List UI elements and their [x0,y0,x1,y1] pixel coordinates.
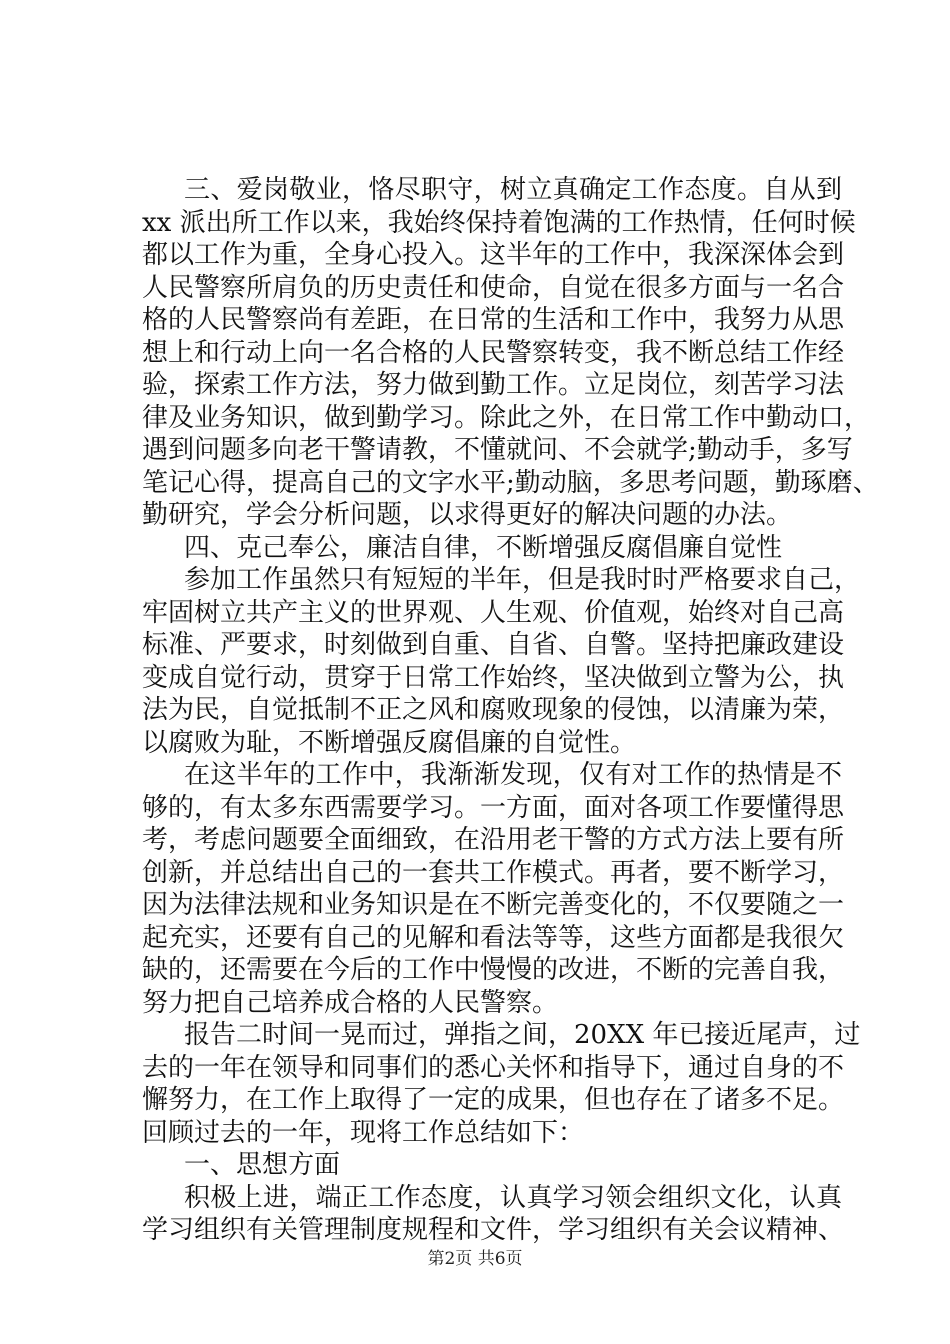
text-line: 报告二时间一晃而过，弹指之间，20XX 年已接近尾声，过 [184,1020,861,1050]
text-line: 创新，并总结出自己的一套共工作模式。再者，要不断学习， [142,857,845,888]
text-line: 遇到问题多向老干警请教，不懂就问、不会就学;勤动手，多写 [142,435,853,465]
text-line: 回顾过去的一年，现将工作总结如下： [142,1117,585,1148]
text-line: 勤研究，学会分析问题，以求得更好的解决问题的办法。 [142,500,793,530]
text-line: 三、爱岗敬业，恪尽职守，树立真确定工作态度。自从到 [184,175,842,205]
text-line: 验，探索工作方法，努力做到勤工作。立足岗位，刻苦学习法 [142,370,845,400]
text-line: 牢固树立共产主义的世界观、人生观、价值观，始终对自己高 [142,597,845,628]
text-line: 笔记心得，提高自己的文字水平;勤动脑，多思考问题，勤琢磨、 [142,467,879,498]
text-line: 缺的，还需要在今后的工作中慢慢的改进，不断的完善自我， [142,955,845,985]
text-line: 想上和行动上向一名合格的人民警察转变，我不断总结工作经 [142,337,845,368]
text-line: 学习组织有关管理制度规程和文件，学习组织有关会议精神、 [142,1215,845,1245]
page-number-footer: 第2页 共6页 [427,1249,523,1269]
text-line: 都以工作为重，全身心投入。这半年的工作中，我深深体会到 [142,240,845,270]
text-line: 格的人民警察尚有差距，在日常的生活和工作中，我努力从思 [142,305,845,335]
text-line: 考，考虑问题要全面细致，在沿用老干警的方式方法上要有所 [142,825,845,855]
text-line: 懈努力，在工作上取得了一定的成果，但也存在了诸多不足。 [142,1085,845,1115]
text-line: 四、克己奉公，廉洁自律，不断增强反腐倡廉自觉性 [184,532,783,563]
text-line: 起充实，还要有自己的见解和看法等等，这些方面都是我很欠 [142,922,845,953]
text-line: 去的一年在领导和同事们的悉心关怀和指导下，通过自身的不 [142,1052,845,1083]
text-line: 够的，有太多东西需要学习。一方面，面对各项工作要懂得思 [142,792,845,823]
text-line: 一、思想方面 [184,1150,341,1180]
document-body [142,174,879,1247]
text-line: 变成自觉行动，贯穿于日常工作始终，坚决做到立警为公，执 [142,662,845,693]
text-line: 因为法律法规和业务知识是在不断完善变化的，不仅要随之一 [142,890,845,920]
text-line: 以腐败为耻，不断增强反腐倡廉的自觉性。 [142,727,637,758]
text-line: 参加工作虽然只有短短的半年，但是我时时严格要求自己， [184,565,861,595]
text-line: 积极上进，端正工作态度，认真学习领会组织文化，认真 [184,1182,842,1213]
text-line: xx 派出所工作以来，我始终保持着饱满的工作热情，任何时候 [142,207,856,238]
text-line: 在这半年的工作中，我渐渐发现，仅有对工作的热情是不 [184,760,842,790]
text-line: 法为民，自觉抵制不正之风和腐败现象的侵蚀，以清廉为荣， [142,695,845,725]
text-line: 努力把自己培养成合格的人民警察。 [142,987,559,1018]
text-line: 律及业务知识，做到勤学习。除此之外，在日常工作中勤动口， [142,402,871,433]
text-line: 标准、严要求，时刻做到自重、自省、自警。坚持把廉政建设 [142,630,845,660]
text-line: 人民警察所肩负的历史责任和使命，自觉在很多方面与一名合 [142,272,845,303]
